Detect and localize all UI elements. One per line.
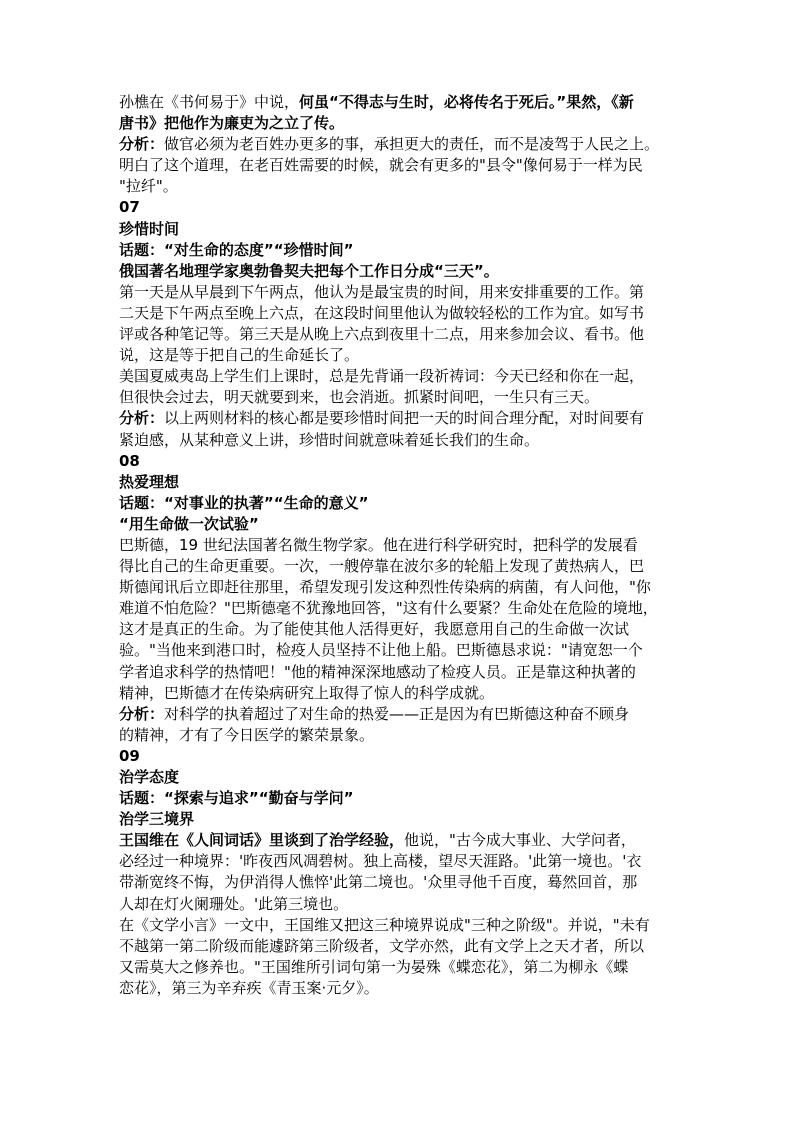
text-line [119, 430, 685, 451]
text-segment: 的精神，才有了今日医学的繁荣景象。 [119, 725, 375, 744]
text-segment: 做官必须为老百姓办更多的事，承担更大的责任，而不是凌驾于人民之上。 [164, 135, 660, 154]
text-line [119, 662, 685, 683]
bold-text-segment: 唐书》把他作为廉吏为之立了传。 [119, 114, 345, 133]
text-line [119, 683, 685, 704]
text-line [119, 767, 685, 788]
bold-text-segment: 俄国著名地理学家奥勃鲁契夫把每个工作日分成“三天”。 [119, 261, 499, 280]
text-line [119, 134, 685, 155]
bold-text-segment: 何虽“不得志与生时，必将传名于死后。”果然，《新 [299, 93, 634, 111]
text-line [119, 387, 685, 408]
text-segment: 带渐宽终不悔，为伊消得人憔悴'此第二境也。'众里寻他千百度，蓦然回首，那 [119, 873, 638, 892]
text-line [119, 788, 685, 809]
text-line [119, 219, 685, 240]
text-segment: 评或各种笔记等。第三天是从晚上六点到夜里十二点，用来参加会议、看书。他 [119, 325, 645, 344]
text-line [119, 957, 685, 978]
text-line [119, 155, 685, 176]
text-segment: 难道不怕危险？"巴斯德毫不犹豫地回答，"这有什么要紧？生命处在危险的境地， [119, 599, 658, 618]
text-line [119, 303, 685, 324]
text-line [119, 598, 685, 619]
text-line [119, 472, 685, 493]
text-line [119, 746, 685, 767]
text-segment: 第一天是从早晨到下午两点，他认为是最宝贵的时间，用来安排重要的工作。第 [119, 282, 645, 301]
bold-text-segment: 治学三境界 [119, 810, 195, 829]
bold-text-segment: 07 [119, 198, 140, 217]
text-line [119, 240, 685, 261]
text-segment: 斯德闻讯后立即赶往那里，希望发现引发这种烈性传染病的病菌，有人问他，"你 [119, 578, 651, 597]
bold-text-segment: 珍惜时间 [119, 219, 180, 238]
text-line [119, 408, 685, 429]
text-segment: 又需莫大之修养也。"王国维所引词句第一为晏殊《蝶恋花》，第二为柳永《蝶 [119, 957, 629, 976]
text-line [119, 261, 685, 282]
bold-text-segment: 热爱理想 [119, 472, 180, 491]
text-segment: 精神，巴斯德才在传染病研究上取得了惊人的科学成就。 [119, 683, 495, 702]
text-segment: 孙樵在《书何易于》中说， [119, 93, 300, 111]
text-line [119, 345, 685, 366]
text-line [119, 556, 685, 577]
text-line [119, 577, 685, 598]
text-line [119, 366, 685, 387]
document-body [119, 92, 685, 999]
text-segment: 这才是真正的生命。为了能使其他人活得更好，我愿意用自己的生命做一次试 [119, 620, 630, 639]
text-line [119, 809, 685, 830]
text-segment: 二天是下午两点至晚上六点，在这段时间里他认为做较轻松的工作为宜。如写书 [119, 303, 645, 322]
bold-text-segment: 治学态度 [119, 768, 180, 786]
text-line [119, 851, 685, 872]
bold-text-segment: 09 [119, 746, 140, 765]
bold-text-segment: 分析： [119, 409, 165, 428]
text-line [119, 894, 685, 915]
text-segment: 得比自己的生命更重要。一次，一艘停靠在波尔多的轮船上发现了黄热病人，巴 [119, 557, 645, 576]
bold-text-segment: 08 [119, 451, 140, 470]
text-line [119, 535, 685, 556]
text-segment: 对科学的执着超过了对生命的热爱——正是因为有巴斯德这种奋不顾身 [164, 704, 630, 723]
text-segment: 说，这是等于把自己的生命延长了。 [119, 346, 360, 365]
text-line [119, 936, 685, 957]
text-segment: 巴斯德，19 世纪法国著名微生物学家。他在进行科学研究时，把科学的发展看 [119, 535, 638, 554]
text-line [119, 92, 685, 113]
text-line [119, 324, 685, 345]
bold-text-segment: 分析： [119, 135, 165, 154]
text-segment: "拉纤"。 [119, 177, 178, 196]
text-segment: 恋花》，第三为辛弃疾《青玉案·元夕》。 [119, 978, 379, 997]
bold-text-segment: 话题：“对生命的态度”“珍惜时间” [119, 240, 354, 259]
text-line [119, 451, 685, 472]
text-segment: 人却在灯火阑珊处。'此第三境也。 [119, 894, 349, 913]
text-line [119, 493, 685, 514]
text-segment: 必经过一种境界：'昨夜西风凋碧树。独上高楼，望尽天涯路。'此第一境也。'衣 [119, 852, 642, 871]
text-segment: 紧迫感，从某种意义上讲，珍惜时间就意味着延长我们的生命。 [119, 430, 540, 449]
text-segment: 他说，"古今成大事业、大学问者， [404, 831, 636, 850]
text-line [119, 830, 685, 851]
bold-text-segment: 话题：“探索与追求”“勤奋与学问” [119, 789, 354, 808]
bold-text-segment: 分析： [119, 704, 165, 723]
text-segment: 美国夏威夷岛上学生们上课时，总是先背诵一段祈祷词：今天已经和你在一起， [119, 367, 645, 386]
text-line [119, 872, 685, 893]
text-line [119, 915, 685, 936]
text-line [119, 514, 685, 535]
text-line [119, 725, 685, 746]
text-line [119, 640, 685, 661]
text-line [119, 176, 685, 197]
text-line [119, 197, 685, 218]
text-segment: 在《文学小言》一文中，王国维又把这三种境界说成"三种之阶级"。并说，"未有 [119, 915, 650, 934]
text-segment: 验。"当他来到港口时，检疫人员坚持不让他上船。巴斯德恳求说："请宽恕一个 [119, 641, 643, 660]
bold-text-segment: 话题：“对事业的执著”“生命的意义” [119, 493, 369, 512]
text-line [119, 113, 685, 134]
text-segment: 以上两则材料的核心都是要珍惜时间把一天的时间合理分配，对时间要有 [164, 409, 645, 428]
text-line [119, 704, 685, 725]
text-segment: 学者追求科学的热情吧！"他的精神深深地感动了检疫人员。正是靠这种执著的 [119, 662, 636, 681]
text-segment: 但很快会过去，明天就要到来，也会消逝。抓紧时间吧，一生只有三天。 [119, 388, 600, 407]
bold-text-segment: “用生命做一次试验” [119, 514, 259, 533]
text-segment: 明白了这个道理，在老百姓需要的时候，就会有更多的"县令"像何易于一样为民 [119, 156, 643, 175]
bold-text-segment: 王国维在《人间词话》里谈到了治学经验， [119, 831, 405, 850]
text-line [119, 282, 685, 303]
text-segment: 不越第一第二阶级而能遽跻第三阶级者，文学亦然，此有文学上之天才者，所以 [119, 936, 645, 955]
text-line [119, 619, 685, 640]
text-line [119, 978, 685, 999]
